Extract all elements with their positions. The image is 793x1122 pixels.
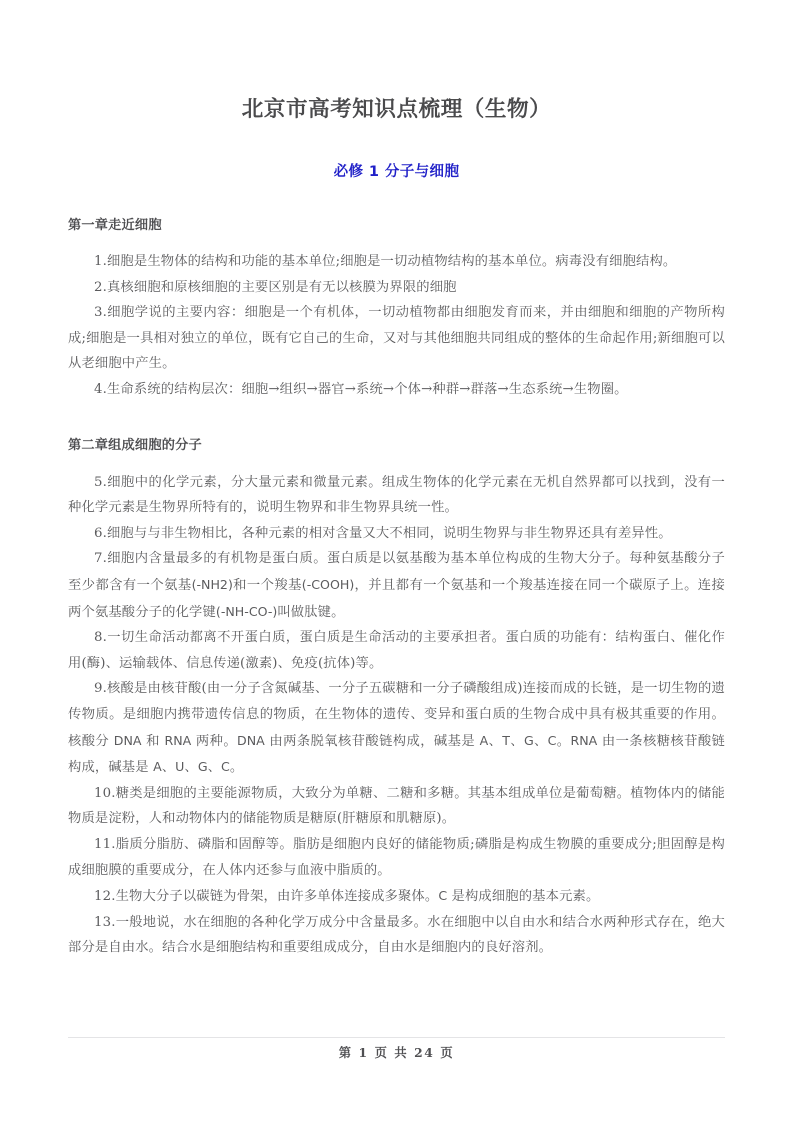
knowledge-point: 8.一切生命活动都离不开蛋白质，蛋白质是生命活动的主要承担者。蛋白质的功能有：结构蛋白、催化作用(酶)、运输载体、信息传递(激素)、免疫(抗体)等。	[68, 630, 725, 671]
knowledge-point: 9.核酸是由核苷酸(由一分子含氮碱基、一分子五碳糖和一分子磷酸组成)连接而成的长链，是一切生物的遗传物质。是细胞内携带遗传信息的物质，在生物体的遗传、变异和蛋白质的生物合成中具有极其重要的作用。核酸分 DNA 和 RNA 两种。DNA 由两条脱氧核苷酸链构成，碱基是 A、T、G、C。RNA 由一条核糖核苷酸链构成，碱基是 A、U、G、C。	[68, 681, 725, 776]
chapter-heading-1: 第一章走近细胞	[68, 217, 162, 233]
chapter-1-body	[68, 237, 725, 403]
page-title: 北京市高考知识点梳理（生物）	[241, 97, 552, 122]
chapter-2-body	[68, 458, 725, 961]
knowledge-point: 13.一般地说，水在细胞的各种化学万成分中含量最多。水在细胞中以自由水和结合水两种形式存在，绝大部分是自由水。结合水是细胞结构和重要组成成分，自由水是细胞内的良好溶剂。	[68, 914, 725, 956]
knowledge-point: 4.生命系统的结构层次：细胞→组织→器官→系统→个体→种群→群落→生态系统→生物圈。	[94, 381, 628, 397]
knowledge-point: 10.糖类是细胞的主要能源物质，大致分为单糖、二糖和多糖。其基本组成单位是葡萄糖。植物体内的储能物质是淀粉，人和动物体内的储能物质是糖原(肝糖原和肌糖原)。	[68, 785, 725, 827]
knowledge-point: 1.细胞是生物体的结构和功能的基本单位;细胞是一切动植物结构的基本单位。病毒没有细胞结构。	[94, 253, 677, 269]
chapter-heading-2: 第二章组成细胞的分子	[68, 438, 202, 454]
knowledge-point: 5.细胞中的化学元素，分大量元素和微量元素。组成生物体的化学元素在无机自然界都可以找到，没有一种化学元素是生物界所特有的，说明生物界和非生物界具统一性。	[68, 474, 725, 516]
knowledge-point: 11.脂质分脂肪、磷脂和固醇等。脂肪是细胞内良好的储能物质;磷脂是构成生物膜的重要成分;胆固醇是构成细胞膜的重要成分，在人体内还参与血液中脂质的。	[68, 836, 725, 878]
knowledge-point: 6.细胞与与非生物相比，各种元素的相对含量又大不相同，说明生物界与非生物界还具有差异性。	[94, 525, 672, 541]
knowledge-point: 7.细胞内含量最多的有机物是蛋白质。蛋白质是以氨基酸为基本单位构成的生物大分子。每种氨基酸分子至少都含有一个氨基(-NH2)和一个羧基(-COOH)，并且都有一个氨基和一个羧基连接在同一个碳原子上。连接两个氨基酸分子的化学键(-NH-CO-)叫做肽键。	[68, 551, 725, 620]
knowledge-point: 2.真核细胞和原核细胞的主要区别是有无以核膜为界限的细胞	[94, 279, 457, 295]
document-subtitle: 必修 1 分子与细胞	[333, 163, 460, 180]
page-number-footer: 第 1 页 共 24 页	[338, 1045, 455, 1060]
knowledge-point: 12.生物大分子以碳链为骨架，由许多单体连接成多聚体。C 是构成细胞的基本元素。	[94, 888, 600, 905]
knowledge-point: 3.细胞学说的主要内容：细胞是一个有机体，一切动植物都由细胞发育而来，并由细胞和细胞的产物所构成;细胞是一具相对独立的单位，既有它自己的生命，又对与其他细胞共同组成的整体的生命起作用;新细胞可以从老细胞中产生。	[68, 305, 725, 372]
footer-divider	[68, 1037, 725, 1038]
